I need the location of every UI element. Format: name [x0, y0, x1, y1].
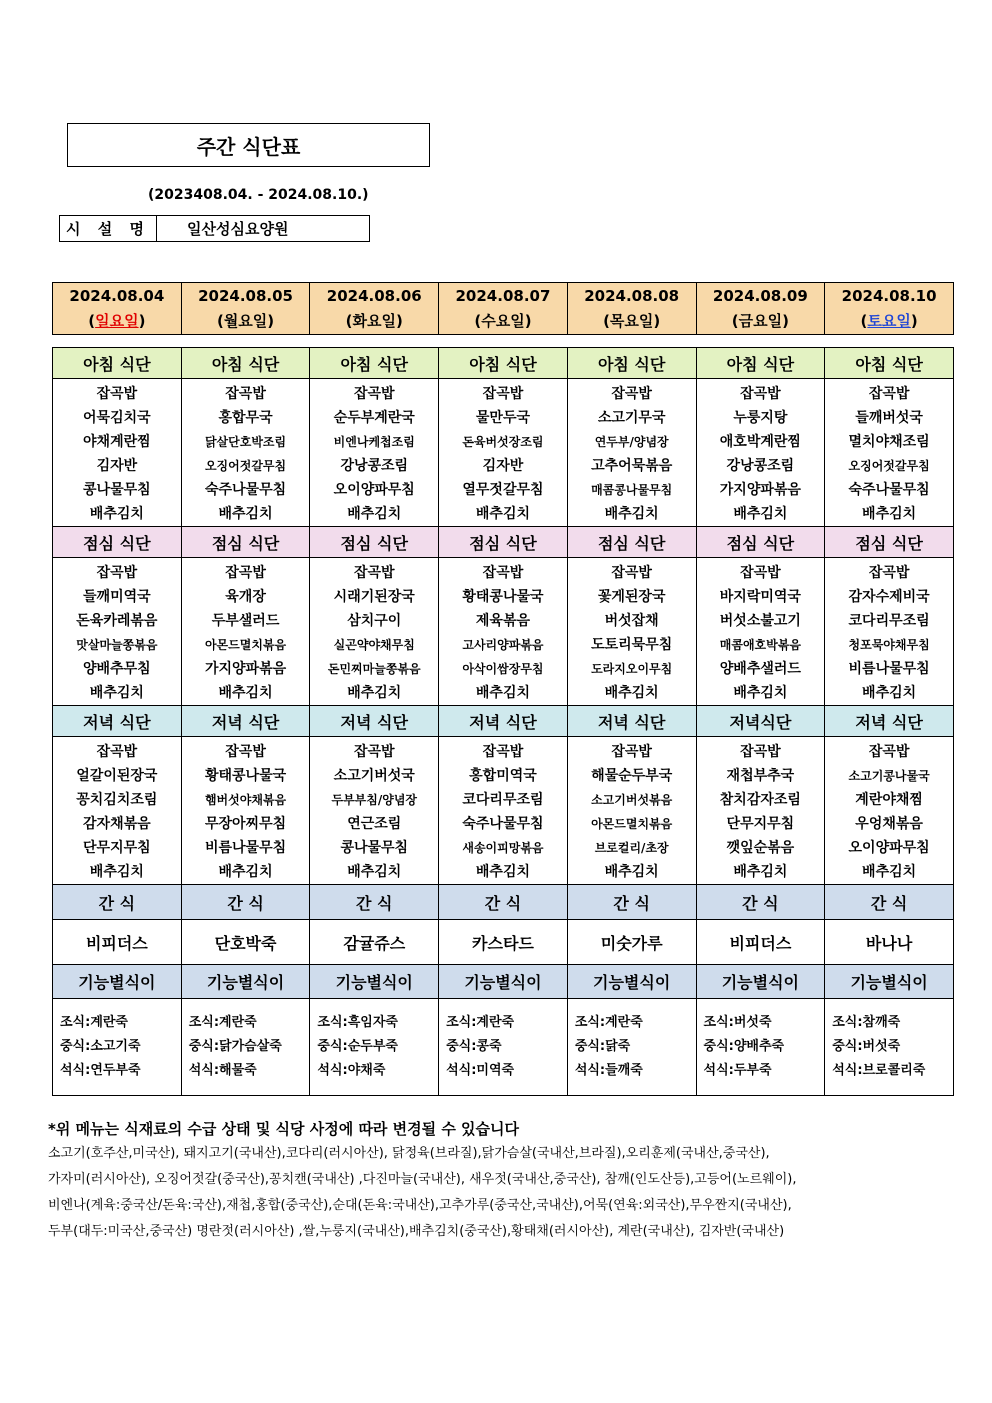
dinner-menu-cell [439, 737, 568, 885]
menu-item: 멸치야채조림 [848, 434, 930, 450]
functional-diet-item: 석식:들깨죽 [574, 1063, 643, 1078]
breakfast-menu-cell [825, 379, 954, 527]
snack-item: 카스타드 [439, 920, 568, 965]
menu-item: 두부샐러드 [211, 613, 280, 629]
functional-diet-row [53, 999, 954, 1096]
functional-diet-header: 기능별식이 [181, 965, 310, 999]
menu-item: 청포묵야채무침 [848, 638, 930, 652]
menu-item: 버섯소불고기 [719, 613, 801, 629]
origin-line: 가자미(러시아산), 오징어젓갈(중국산),꽁치캔(국내산) ,다진마늘(국내산), 새우젓(국내산,중국산), 참깨(인도산등),고등어(노르웨이), [48, 1172, 797, 1187]
snack-item: 감귤쥬스 [310, 920, 439, 965]
functional-diet-header: 기능별식이 [567, 965, 696, 999]
menu-item: 깻잎순볶음 [726, 840, 795, 856]
menu-item: 잡곡밥 [740, 565, 781, 581]
functional-diet-item: 석식:연두부죽 [60, 1063, 141, 1078]
functional-diet-item: 중식:순두부죽 [317, 1039, 398, 1054]
functional-diet-cell [310, 999, 439, 1096]
menu-item: 꽃게된장국 [597, 589, 666, 605]
functional-diet-cell [181, 999, 310, 1096]
dinner-header: 저녁 식단 [567, 706, 696, 737]
menu-item: 황태콩나물국 [462, 589, 544, 605]
menu-item: 아몬드멸치볶음 [204, 638, 287, 652]
functional-diet-cell [53, 999, 182, 1096]
menu-item: 가지양파볶음 [719, 482, 801, 498]
menu-item: 배추김치 [218, 506, 273, 522]
date-label: 2024.08.04 [69, 286, 165, 305]
weekday-label: (토요일) [860, 311, 918, 330]
origin-line: 비엔나(계육:중국산/돈육:국산),재첩,홍합(중국산),순대(돈육:국내산),고추가루(중국산,국내산),어묵(연육:외국산),무우짠지(국내산), [48, 1198, 792, 1213]
day-header-cell [181, 283, 310, 335]
menu-item: 잡곡밥 [482, 386, 524, 402]
menu-item: 오징어젓갈무침 [204, 459, 287, 473]
functional-diet-item: 조식:계란죽 [60, 1015, 128, 1030]
lunch-header: 점심 식단 [53, 527, 182, 558]
menu-item: 열무젓갈무침 [462, 482, 544, 498]
day-header-cell [439, 283, 568, 335]
dinner-menu-cell [310, 737, 439, 885]
weekday-label: (수요일) [474, 311, 532, 330]
breakfast-header: 아침 식단 [310, 348, 439, 379]
dinner-menu-cell [567, 737, 696, 885]
functional-diet-header: 기능별식이 [825, 965, 954, 999]
menu-item: 소고기콩나물국 [848, 769, 930, 783]
dinner-header: 저녁 식단 [53, 706, 182, 737]
menu-item: 삼치구이 [347, 613, 402, 629]
menu-item: 황태콩나물국 [204, 768, 287, 784]
date-label: 2024.08.05 [198, 286, 293, 305]
functional-diet-item: 조식:계란죽 [188, 1015, 257, 1030]
menu-item: 숙주나물무침 [462, 816, 544, 832]
dinner-menu-cell [53, 737, 182, 885]
dinner-header: 저녁 식단 [181, 706, 310, 737]
menu-item: 배추김치 [862, 685, 917, 701]
menu-item: 연두부/양념장 [594, 435, 669, 449]
menu-item: 햄버섯야채볶음 [204, 793, 287, 807]
menu-item: 잡곡밥 [96, 565, 138, 581]
menu-item: 배추김치 [475, 864, 531, 880]
functional-diet-item: 조식:계란죽 [574, 1015, 643, 1030]
menu-item: 무장아찌무침 [204, 816, 287, 832]
menu-item: 소고기버섯볶음 [591, 793, 673, 807]
menu-item: 콩나물무침 [83, 482, 151, 498]
menu-item: 실곤약야채무침 [333, 638, 415, 652]
menu-item: 배추김치 [604, 685, 659, 701]
menu-item: 연근조림 [347, 816, 402, 832]
menu-item: 잡곡밥 [225, 386, 266, 402]
menu-item: 참치감자조림 [719, 792, 801, 808]
functional-diet-item: 중식:양배추죽 [703, 1039, 785, 1054]
lunch-header: 점심 식단 [696, 527, 825, 558]
breakfast-header: 아침 식단 [567, 348, 696, 379]
menu-item: 잡곡밥 [96, 744, 138, 760]
menu-item: 잡곡밥 [353, 744, 395, 760]
menu-item: 감자채볶음 [83, 816, 151, 832]
menu-item: 브로컬리/초장 [594, 841, 669, 855]
dinner-header: 저녁 식단 [439, 706, 568, 737]
snack-item: 미숫가루 [567, 920, 696, 965]
snack-header-row [53, 885, 954, 920]
menu-item: 잡곡밥 [225, 565, 266, 581]
functional-diet-item: 석식:브로콜리죽 [832, 1063, 926, 1078]
menu-item: 잡곡밥 [868, 386, 910, 402]
breakfast-header: 아침 식단 [53, 348, 182, 379]
menu-item: 잡곡밥 [96, 386, 138, 402]
snack-header: 간 식 [53, 885, 182, 920]
weekday-label: (금요일) [731, 311, 789, 330]
menu-item: 배추김치 [347, 685, 402, 701]
weekday-name: 일요일 [95, 311, 139, 330]
dinner-menu-cell [825, 737, 954, 885]
functional-diet-header: 기능별식이 [696, 965, 825, 999]
breakfast-menu-row [53, 379, 954, 527]
menu-item: 배추김치 [862, 506, 917, 522]
menu-item: 야채계란찜 [83, 434, 151, 450]
notes-section [48, 1117, 958, 1245]
snack-item: 비피더스 [696, 920, 825, 965]
functional-diet-header: 기능별식이 [310, 965, 439, 999]
menu-item: 소고기버섯국 [333, 768, 415, 784]
menu-item: 홍합미역국 [469, 768, 537, 784]
menu-item: 누룽지탕 [733, 410, 788, 426]
menu-item: 시래기된장국 [333, 589, 415, 605]
menu-item: 고사리양파볶음 [462, 638, 544, 652]
functional-diet-item: 중식:콩죽 [446, 1039, 502, 1054]
menu-item: 배추김치 [733, 685, 788, 701]
page-title: 주간 식단표 [67, 123, 430, 167]
breakfast-menu-cell [439, 379, 568, 527]
day-header-cell [825, 283, 954, 335]
menu-item: 비름나물무침 [204, 840, 287, 856]
lunch-menu-cell [53, 558, 182, 706]
lunch-header: 점심 식단 [825, 527, 954, 558]
weekday-label: (화요일) [345, 311, 403, 330]
functional-diet-item: 조식:흑임자죽 [317, 1015, 398, 1030]
weekday-name: 토요일 [867, 311, 911, 330]
lunch-menu-cell [181, 558, 310, 706]
functional-diet-cell [439, 999, 568, 1096]
date-label: 2024.08.09 [712, 286, 808, 305]
breakfast-menu-cell [310, 379, 439, 527]
menu-item: 오징어젓갈무침 [848, 459, 930, 473]
breakfast-header: 아침 식단 [439, 348, 568, 379]
breakfast-header: 아침 식단 [696, 348, 825, 379]
weekday-label: (월요일) [216, 311, 275, 330]
menu-item: 홍합무국 [218, 410, 273, 426]
menu-item: 콩나물무침 [340, 840, 409, 856]
menu-item: 계란야채찜 [855, 792, 923, 808]
menu-item: 양배추샐러드 [719, 661, 801, 677]
menu-item: 들깨버섯국 [855, 410, 923, 426]
functional-diet-item: 석식:해물죽 [188, 1063, 257, 1078]
menu-item: 배추김치 [347, 506, 402, 522]
menu-item: 오이양파무침 [333, 482, 415, 498]
weekday-name: 월요일 [223, 311, 268, 330]
snack-row [53, 920, 954, 965]
menu-item: 단무지무침 [726, 816, 795, 832]
menu-item: 애호박계란찜 [719, 434, 801, 450]
weekday-name: 수요일 [481, 311, 525, 330]
functional-diet-item: 조식:계란죽 [446, 1015, 515, 1030]
functional-diet-item: 석식:미역죽 [446, 1063, 515, 1078]
menu-item: 어묵김치국 [83, 410, 151, 426]
menu-item: 배추김치 [218, 685, 273, 701]
menu-item: 맛살마늘쫑볶음 [76, 638, 158, 652]
origin-line: 두부(대두:미국산,중국산) 명란젓(러시아산) ,쌀,누룽지(국내산),배추김치(중국산),황태채(러시아산), 계란(국내산), 김자반(국내산) [48, 1224, 785, 1239]
dinner-menu-cell [181, 737, 310, 885]
functional-diet-item: 조식:버섯죽 [703, 1015, 772, 1030]
menu-item: 해물순두부국 [591, 768, 673, 784]
menu-item: 얼갈이된장국 [76, 768, 158, 784]
menu-item: 비엔나케첩조림 [333, 435, 415, 449]
menu-item: 육개장 [225, 589, 266, 605]
date-label: 2024.08.07 [455, 286, 551, 305]
day-header-cell [567, 283, 696, 335]
date-label: 2024.08.08 [584, 286, 680, 305]
facility-name: 일산성심요양원 [187, 220, 289, 238]
menu-item: 배추김치 [475, 685, 531, 701]
menu-item: 제육볶음 [475, 613, 531, 629]
menu-item: 배추김치 [218, 864, 273, 880]
menu-item: 양배추무침 [83, 661, 151, 677]
facility-label: 시 설 명 [60, 216, 157, 241]
menu-item: 재첩부추국 [726, 768, 795, 784]
menu-item: 물만두국 [475, 410, 531, 426]
dinner-header-row [53, 706, 954, 737]
menu-item: 잡곡밥 [868, 565, 910, 581]
snack-item: 단호박죽 [181, 920, 310, 965]
menu-item: 배추김치 [733, 864, 788, 880]
menu-item: 강낭콩조림 [340, 458, 409, 474]
menu-item: 잡곡밥 [611, 744, 652, 760]
breakfast-menu-cell [53, 379, 182, 527]
menu-item: 잡곡밥 [740, 386, 781, 402]
dinner-header: 저녁식단 [696, 706, 825, 737]
lunch-header: 점심 식단 [567, 527, 696, 558]
lunch-header: 점심 식단 [181, 527, 310, 558]
menu-item: 매콤애호박볶음 [719, 638, 801, 652]
menu-item: 우엉채볶음 [855, 816, 923, 832]
menu-item: 배추김치 [89, 506, 144, 522]
day-header-cell [310, 283, 439, 335]
snack-header: 간 식 [825, 885, 954, 920]
menu-item: 잡곡밥 [611, 565, 652, 581]
breakfast-menu-cell [696, 379, 825, 527]
menu-item: 소고기무국 [597, 410, 666, 426]
menu-item: 강낭콩조림 [726, 458, 795, 474]
snack-item: 바나나 [825, 920, 954, 965]
functional-diet-item: 중식:닭죽 [574, 1039, 631, 1054]
functional-diet-header-row [53, 965, 954, 999]
date-label: 2024.08.10 [841, 286, 937, 305]
menu-item: 돈민찌마늘쫑볶음 [327, 662, 421, 676]
weekday-name: 화요일 [352, 311, 396, 330]
menu-item: 잡곡밥 [740, 744, 781, 760]
menu-item: 돈육카레볶음 [76, 613, 158, 629]
weekday-label: (목요일) [603, 311, 661, 330]
snack-header: 간 식 [310, 885, 439, 920]
period-range: (2023408.04. - 2024.08.10.) [148, 187, 369, 203]
menu-item: 배추김치 [733, 506, 788, 522]
functional-diet-header: 기능별식이 [439, 965, 568, 999]
dinner-header: 저녁 식단 [310, 706, 439, 737]
breakfast-menu-cell [181, 379, 310, 527]
menu-item: 꽁치김치조림 [76, 792, 158, 808]
menu-item: 고추어묵볶음 [591, 458, 673, 474]
menu-item: 버섯잡채 [604, 613, 659, 629]
date-row [53, 283, 954, 335]
functional-diet-cell [696, 999, 825, 1096]
menu-item: 잡곡밥 [482, 565, 524, 581]
menu-item: 배추김치 [475, 506, 531, 522]
menu-item: 가지양파볶음 [204, 661, 287, 677]
dinner-header: 저녁 식단 [825, 706, 954, 737]
menu-item: 잡곡밥 [353, 565, 395, 581]
menu-item: 코다리무조림 [848, 613, 930, 629]
menu-item: 순두부계란국 [333, 410, 415, 426]
menu-item: 배추김치 [89, 685, 144, 701]
functional-diet-item: 석식:야채죽 [317, 1063, 386, 1078]
menu-item: 김자반 [96, 458, 138, 474]
menu-item: 도토리묵무침 [591, 637, 673, 653]
menu-item: 숙주나물무침 [204, 482, 287, 498]
weekday-name: 목요일 [609, 311, 654, 330]
functional-diet-cell [825, 999, 954, 1096]
snack-header: 간 식 [181, 885, 310, 920]
menu-item: 배추김치 [347, 864, 402, 880]
snack-header: 간 식 [567, 885, 696, 920]
snack-header: 간 식 [696, 885, 825, 920]
menu-item: 오이양파무침 [848, 840, 930, 856]
menu-item: 잡곡밥 [353, 386, 395, 402]
lunch-header: 점심 식단 [439, 527, 568, 558]
lunch-menu-row [53, 558, 954, 706]
breakfast-header: 아침 식단 [825, 348, 954, 379]
menu-item: 비름나물무침 [848, 661, 930, 677]
menu-item: 매콤콩나물무침 [591, 483, 673, 497]
lunch-header: 점심 식단 [310, 527, 439, 558]
menu-item: 두부부침/양념장 [331, 793, 418, 807]
menu-item: 들깨미역국 [83, 589, 151, 605]
origin-line: 소고기(호주산,미국산), 돼지고기(국내산),코다리(러시아산), 닭정육(브라질),닭가슴살(국내산,브라질),오리훈제(국내산,중국산), [48, 1146, 770, 1161]
dinner-menu-row [53, 737, 954, 885]
breakfast-header: 아침 식단 [181, 348, 310, 379]
facility-box [59, 215, 370, 242]
functional-diet-item: 조식:참깨죽 [832, 1015, 901, 1030]
dinner-menu-cell [696, 737, 825, 885]
date-label: 2024.08.06 [326, 286, 422, 305]
menu-item: 잡곡밥 [611, 386, 652, 402]
menu-item: 배추김치 [604, 864, 659, 880]
menu-item: 도라지오이무침 [591, 662, 673, 676]
weekday-name: 금요일 [738, 311, 783, 330]
breakfast-menu-cell [567, 379, 696, 527]
menu-item: 돈육버섯장조림 [462, 435, 544, 449]
menu-item: 코다리무조림 [462, 792, 544, 808]
functional-diet-item: 석식:두부죽 [703, 1063, 772, 1078]
functional-diet-item: 중식:소고기죽 [60, 1039, 141, 1054]
menu-item: 잡곡밥 [482, 744, 524, 760]
day-header-cell [53, 283, 182, 335]
notes-lead: *위 메뉴는 식재료의 수급 상태 및 식당 사정에 따라 변경될 수 있습니다 [48, 1120, 520, 1138]
weekly-menu-table [52, 347, 954, 1096]
functional-diet-item: 중식:버섯죽 [832, 1039, 901, 1054]
day-header-cell [696, 283, 825, 335]
functional-diet-header: 기능별식이 [53, 965, 182, 999]
lunch-menu-cell [825, 558, 954, 706]
menu-item: 잡곡밥 [225, 744, 266, 760]
menu-item: 숙주나물무침 [848, 482, 930, 498]
menu-item: 배추김치 [862, 864, 917, 880]
lunch-header-row [53, 527, 954, 558]
menu-item: 배추김치 [604, 506, 659, 522]
breakfast-header-row [53, 348, 954, 379]
lunch-menu-cell [567, 558, 696, 706]
menu-item: 아몬드멸치볶음 [591, 817, 673, 831]
lunch-menu-cell [310, 558, 439, 706]
snack-item: 비피더스 [53, 920, 182, 965]
menu-item: 감자수제비국 [848, 589, 930, 605]
origin-lines [48, 1141, 958, 1245]
menu-item: 새송이피망볶음 [462, 841, 544, 855]
menu-item: 바지락미역국 [719, 589, 801, 605]
lunch-menu-cell [696, 558, 825, 706]
functional-diet-item: 중식:닭가슴살죽 [188, 1039, 282, 1054]
date-header-table [52, 282, 954, 335]
menu-item: 닭살단호박조림 [204, 435, 287, 449]
menu-item: 잡곡밥 [868, 744, 910, 760]
menu-item: 단무지무침 [83, 840, 151, 856]
weekday-label: (일요일) [88, 311, 146, 330]
menu-item: 아삭이쌈장무침 [462, 662, 544, 676]
snack-header: 간 식 [439, 885, 568, 920]
lunch-menu-cell [439, 558, 568, 706]
functional-diet-cell [567, 999, 696, 1096]
menu-item: 김자반 [482, 458, 524, 474]
menu-item: 배추김치 [89, 864, 144, 880]
